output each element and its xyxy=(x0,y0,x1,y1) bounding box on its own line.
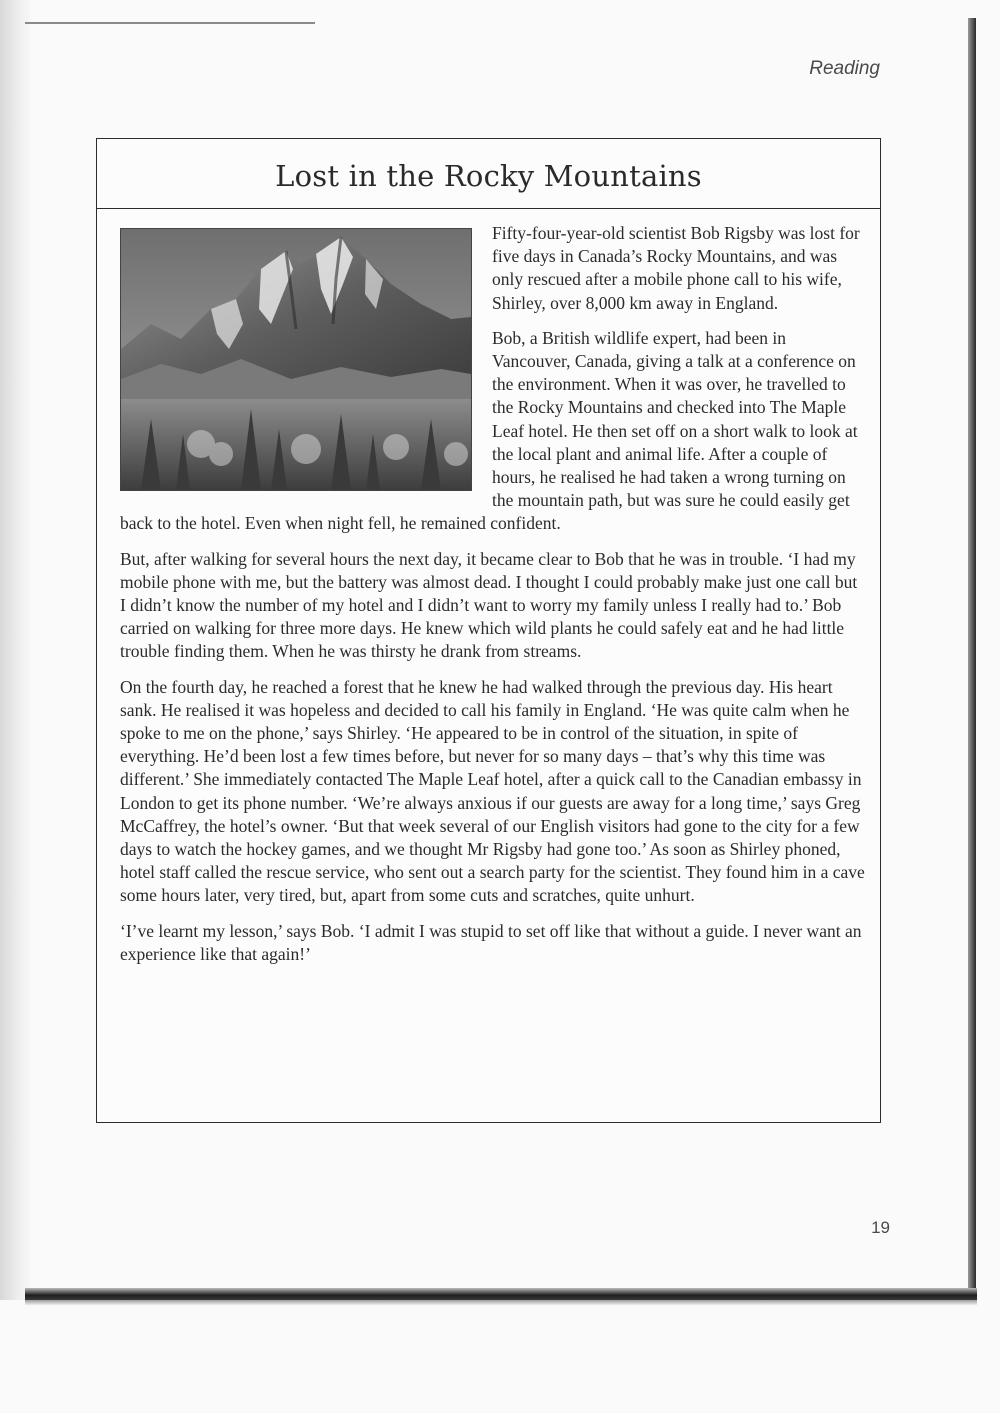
article-paragraph-3: But, after walking for several hours the next day, it became clear to Bob that he was in trouble. ‘I had my mobile phone with me, but the battery was almost dead. I thought I could probably make just one call but I didn’t know the number of my hotel and I didn’t want to worry my family unless I really had to.’ Bob carried on walking for three more days. He knew which wild plants he could safely eat and he had little trouble finding them. When he was thirsty he drank from streams. xyxy=(120,548,858,662)
top-edge-rule xyxy=(25,22,315,24)
article-title: Lost in the Rocky Mountains xyxy=(275,159,702,193)
section-label: Reading xyxy=(809,58,880,79)
binding-shadow xyxy=(0,0,30,1300)
article-body xyxy=(120,222,865,978)
article-paragraph-2: Bob, a British wildlife expert, had been in Vancouver, Canada, giving a talk at a conference on the environment. When it was over, he travelled to the Rocky Mountains and checked into The Maple Leaf hotel. He then set off on a short walk to look at the local plant and animal life. After a couple of hours, he realised he had taken a wrong turning on the mountain path, but was sure he could easily get back to the hotel. Even when night fell, he remained confident. xyxy=(120,327,858,534)
bottom-page-edge xyxy=(25,1288,977,1300)
page-number: 19 xyxy=(871,1218,890,1237)
right-page-edge xyxy=(968,18,976,1300)
title-band xyxy=(97,139,880,209)
article-paragraph-4: On the fourth day, he reached a forest that he knew he had walked through the previous day. His heart sank. He realised it was hopeless and decided to call his family in England. ‘He was quite calm when he spoke to me on the phone,’ says Shirley. ‘He appeared to be in control of the situation, in spite of everything. He’d been lost a few times before, but never for so many days – that’s why this time was different.’ She immediately contacted The Maple Leaf hotel, after a quick call to the Canadian embassy in London to get its phone number. ‘We’re always anxious if our guests are away for a long time,’ says Greg McCaffrey, the hotel’s owner. ‘But that week several of our English visitors had gone to the city for a few days to watch the hockey games, and we thought Mr Rigsby had gone too.’ As soon as Shirley phoned, hotel staff called the rescue service, who sent out a search party for the scientist. They found him in a cave some hours later, very tired, but, apart from some cuts and scratches, quite unhurt. xyxy=(120,676,865,906)
mountain-photo xyxy=(120,228,472,491)
mountain-photo-image xyxy=(121,229,471,490)
article-paragraph-1: Fifty-four-year-old scientist Bob Rigsby was lost for five days in Canada’s Rocky Mountains, and was only rescued after a mobile phone call to his wife, Shirley, over 8,000 km away in England. xyxy=(492,223,860,313)
article-box xyxy=(96,138,881,1123)
bottom-edge-fade xyxy=(25,1300,977,1306)
article-paragraph-5: ‘I’ve learnt my lesson,’ says Bob. ‘I admit I was stupid to set off like that without a guide. I never want an experience like that again!’ xyxy=(120,920,862,964)
